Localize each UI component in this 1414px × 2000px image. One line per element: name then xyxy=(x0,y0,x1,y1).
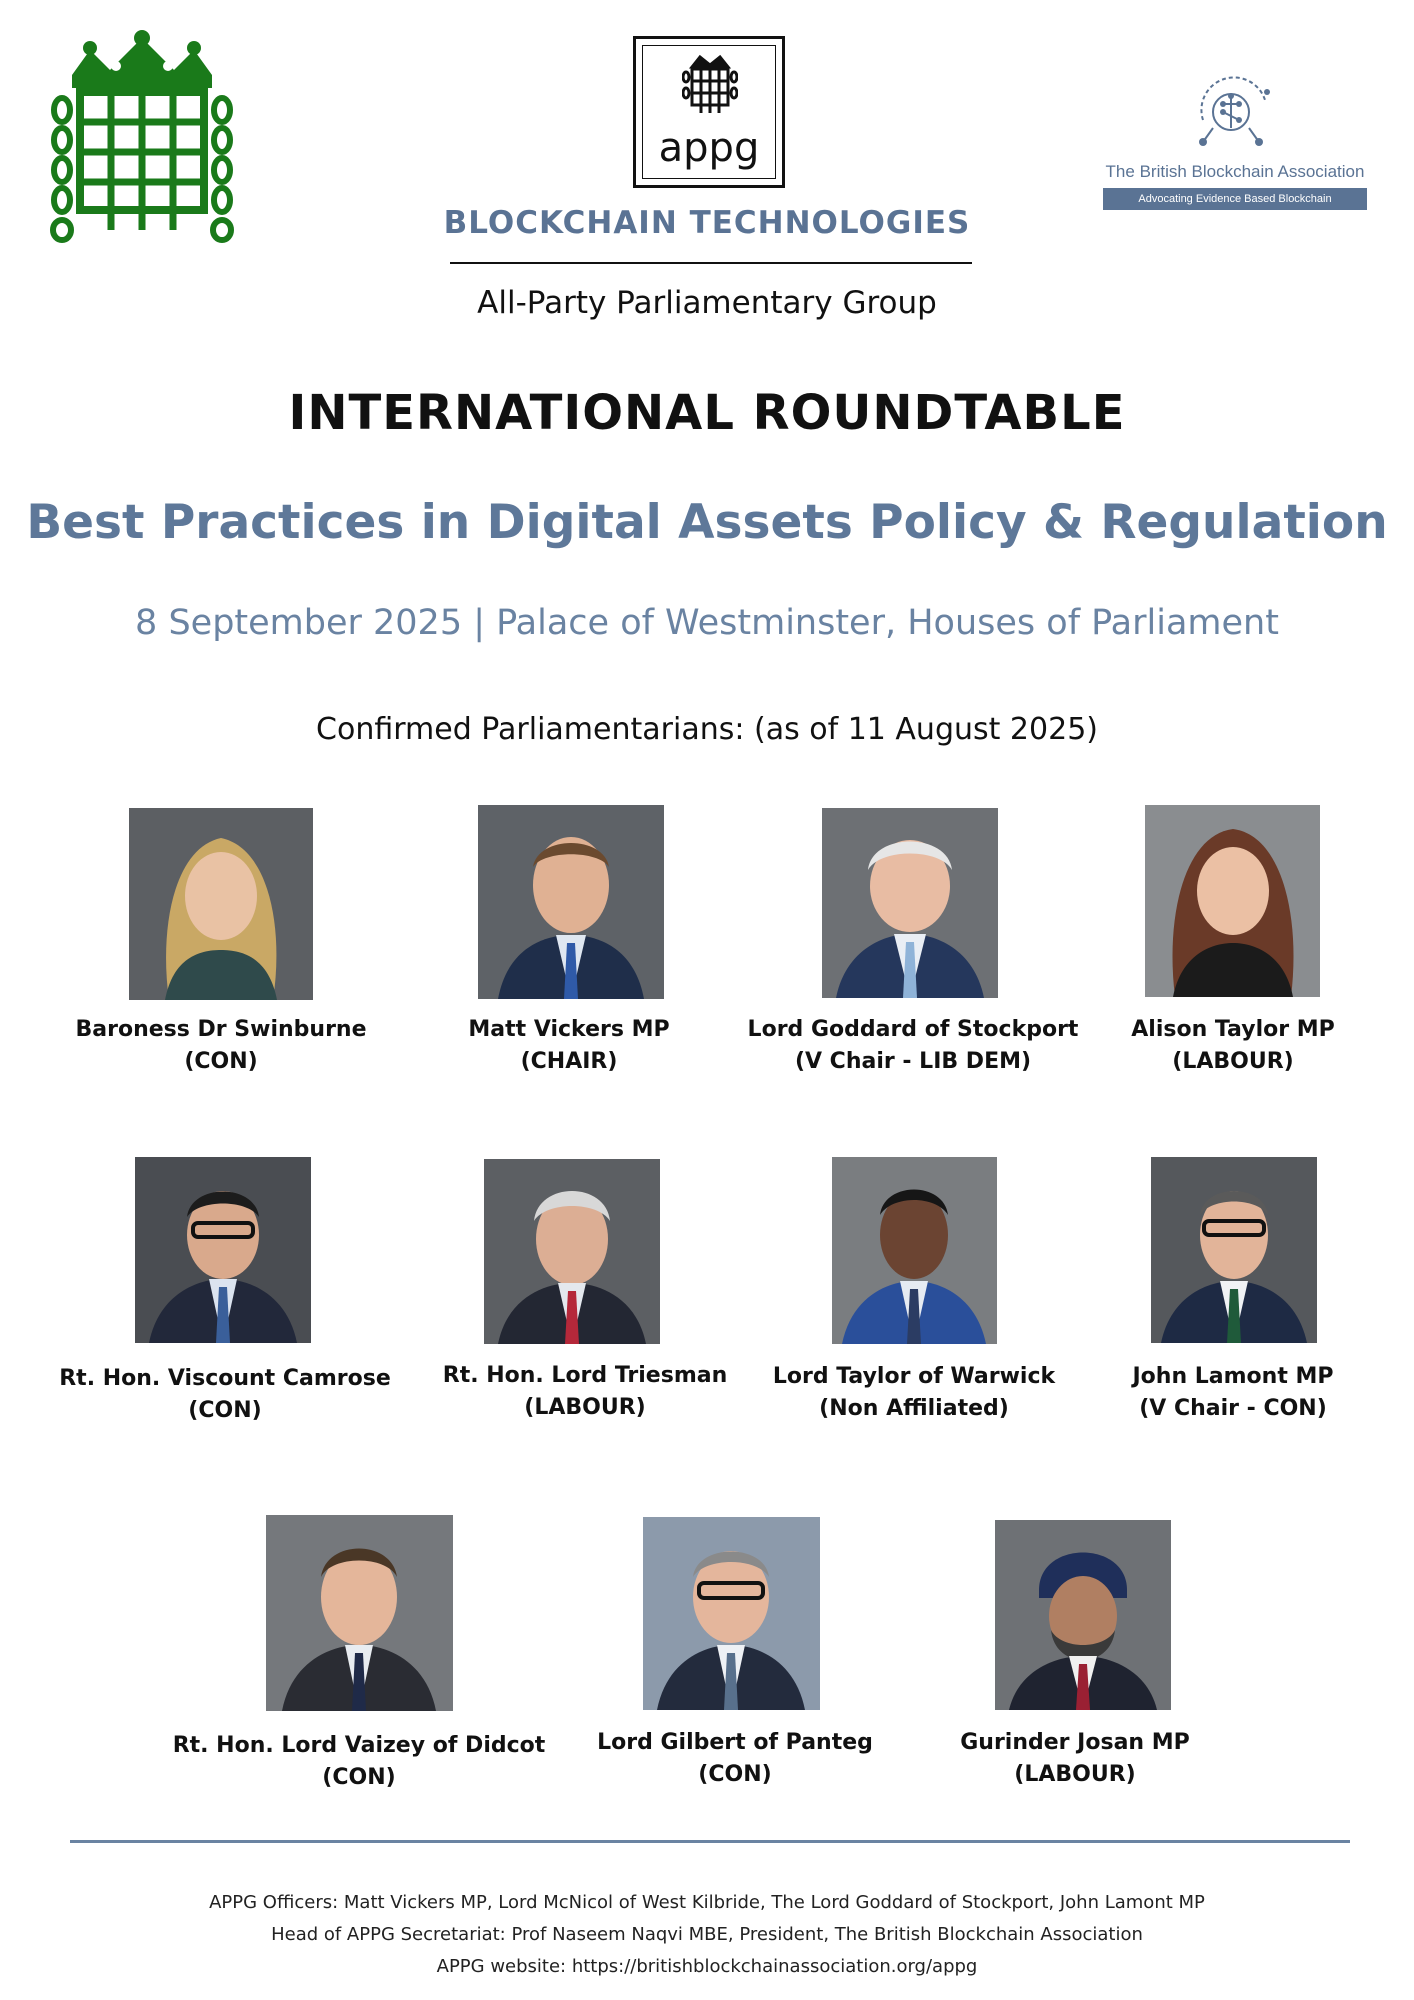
event-type: INTERNATIONAL ROUNDTABLE xyxy=(288,385,1126,441)
person-name: Matt Vickers MP (CHAIR) xyxy=(468,1017,670,1074)
person-name: Lord Gilbert of Panteg (CON) xyxy=(597,1730,873,1787)
person-name: Lord Goddard of Stockport (V Chair - LIB DEM) xyxy=(747,1017,1079,1074)
footer-secretariat: Head of APPG Secretariat: Prof Naseem Naqvi MBE, President, The British Blockchain Association xyxy=(271,1924,1143,1945)
person-name: Alison Taylor MP (LABOUR) xyxy=(1131,1017,1335,1074)
person-name: Baroness Dr Swinburne (CON) xyxy=(75,1017,367,1074)
bba-logo xyxy=(1095,70,1375,215)
footer-officers: APPG Officers: Matt Vickers MP, Lord McNicol of West Kilbride, The Lord Goddard of Stockport, John Lamont MP xyxy=(209,1892,1205,1913)
footer-divider xyxy=(70,1840,1350,1843)
portrait-photo xyxy=(832,1157,997,1344)
divider xyxy=(450,262,972,264)
person-name: Lord Taylor of Warwick (Non Affiliated) xyxy=(772,1364,1056,1421)
person-name: Gurinder Josan MP (LABOUR) xyxy=(960,1730,1190,1787)
portrait-photo xyxy=(1151,1157,1317,1343)
partner-name: The British Blockchain Association xyxy=(1105,162,1365,181)
footer-website: APPG website: https://britishblockchainassociation.org/appg xyxy=(436,1956,978,1977)
portrait-photo xyxy=(129,808,313,1000)
portcullis-icon xyxy=(682,53,738,117)
partner-tagline: Advocating Evidence Based Blockchain xyxy=(1103,188,1367,210)
portrait-photo xyxy=(822,808,998,998)
person-name: Rt. Hon. Lord Triesman (LABOUR) xyxy=(442,1363,728,1420)
person-name: Rt. Hon. Viscount Camrose (CON) xyxy=(59,1366,391,1423)
blockchain-emblem-icon xyxy=(1183,70,1283,158)
confirmed-heading: Confirmed Parliamentarians: (as of 11 August 2025) xyxy=(316,712,1098,747)
portrait-photo xyxy=(135,1157,311,1343)
portcullis-logo xyxy=(50,30,235,250)
group-subtitle: All-Party Parliamentary Group xyxy=(477,285,937,321)
event-title: Best Practices in Digital Assets Policy & Regulation xyxy=(26,495,1388,550)
portrait-photo xyxy=(1145,805,1320,997)
event-details: 8 September 2025 | Palace of Westminster, Houses of Parliament xyxy=(135,603,1279,643)
person-name: John Lamont MP (V Chair - CON) xyxy=(1132,1364,1334,1421)
portrait-photo xyxy=(478,805,664,999)
group-name: BLOCKCHAIN TECHNOLOGIES xyxy=(443,205,971,241)
portrait-photo xyxy=(643,1517,820,1710)
appg-logo-text: appg xyxy=(658,125,760,171)
appg-logo xyxy=(633,36,785,188)
portrait-photo xyxy=(995,1520,1171,1710)
portrait-photo xyxy=(484,1159,660,1344)
portrait-photo xyxy=(266,1515,453,1711)
person-name: Rt. Hon. Lord Vaizey of Didcot (CON) xyxy=(172,1733,546,1790)
